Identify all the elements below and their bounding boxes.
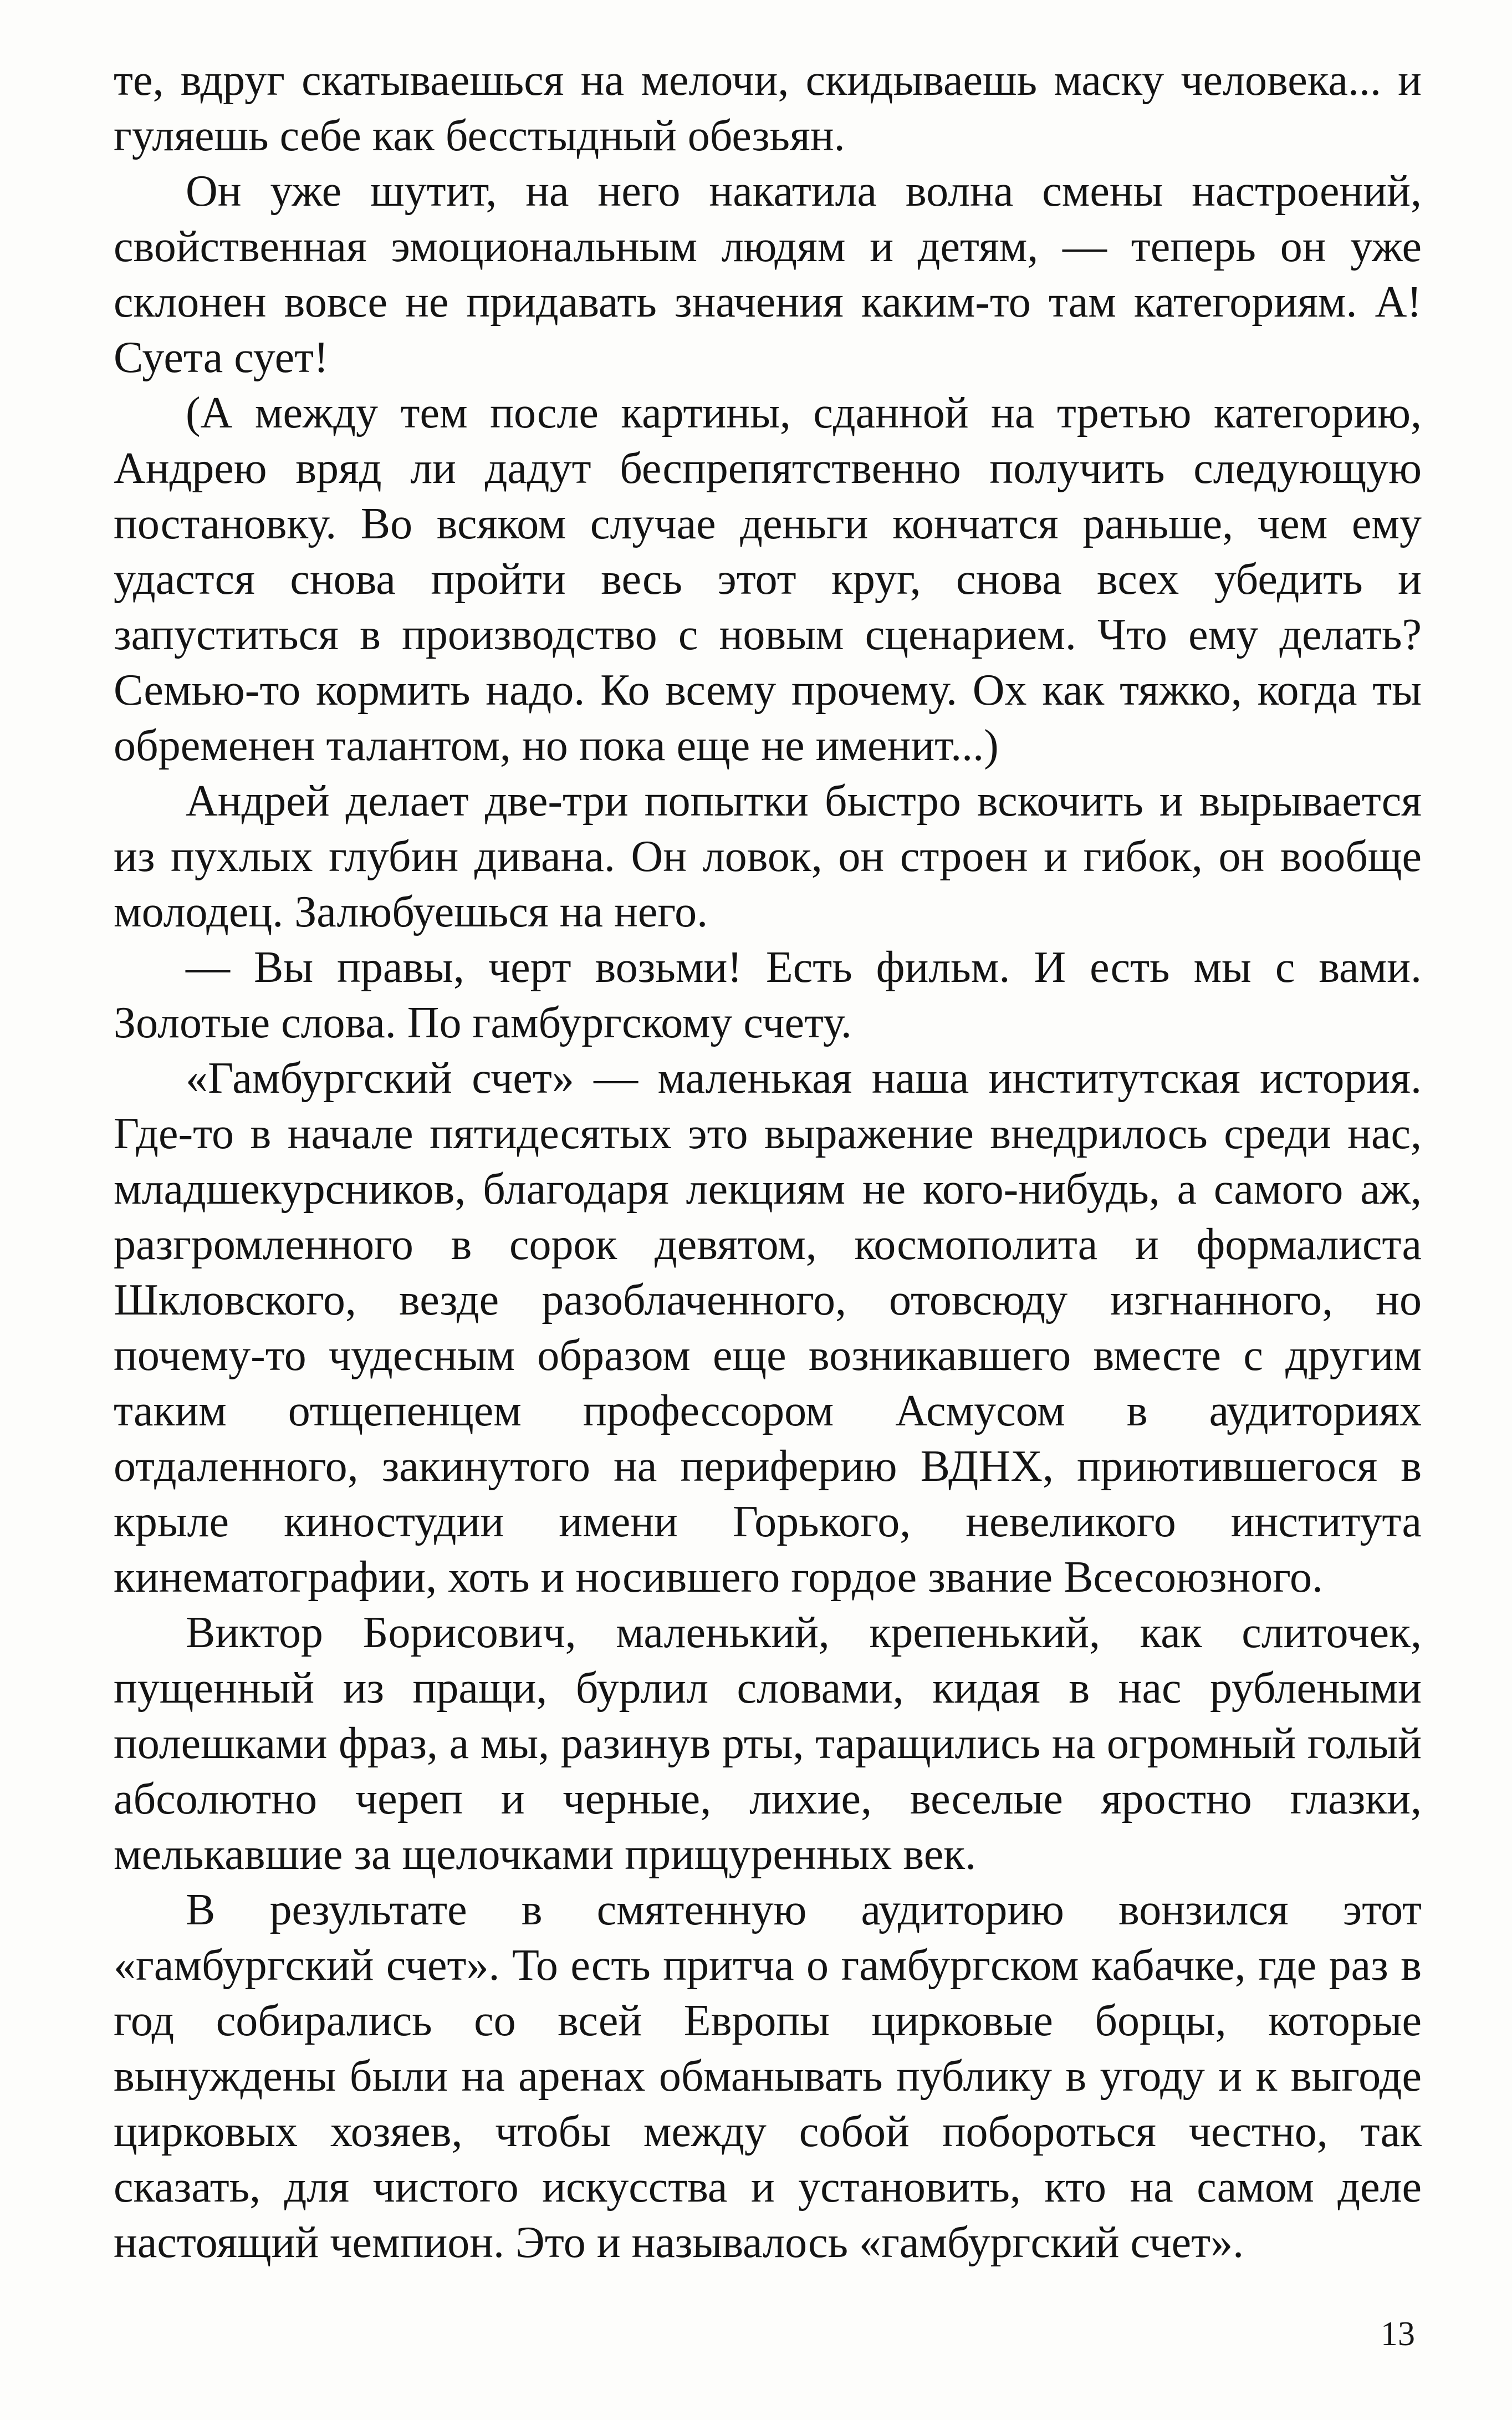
paragraph: В результате в смятенную аудиторию вонзился этот «гамбургский счет». То есть притча о гамбургском кабачке, где раз в год собирались со всей Европы цирковые борцы, которые вынуждены были на аренах обманывать публику в угоду и к выгоде цирковых хозяев, чтобы между собой побороться честно, так сказать, для чистого искусства и установить, кто на самом деле настоящий чемпион. Это и называлось «гамбургский счет». <box>114 1886 1422 2267</box>
page-number: 13 <box>1381 2315 1415 2353</box>
paragraph: Он уже шутит, на него накатила волна смены настроений, свойственная эмоциональным людям и детям, — теперь он уже склонен вовсе не придавать значения каким-то там категориям. А! Суета сует! <box>114 167 1422 382</box>
paragraph: те, вдруг скатываешься на мелочи, скидываешь маску человека... и гуляешь себе как бесстыдный обезьян. <box>114 56 1422 160</box>
paragraph: Виктор Борисович, маленький, крепенький, как слиточек, пущенный из пращи, бурлил словами, кидая в нас рублеными полешками фраз, а мы, разинув рты, таращились на огромный голый абсолютно череп и черные, лихие, веселые яростно глазки, мелькавшие за щелочками прищуренных век. <box>114 1608 1422 1879</box>
paragraph: — Вы правы, черт возьми! Есть фильм. И есть мы с вами. Золотые слова. По гамбургскому счету. <box>114 943 1422 1047</box>
paragraph: (А между тем после картины, сданной на третью категорию, Андрею вряд ли дадут беспрепятственно получить следующую постановку. Во всяком случае деньги кончатся раньше, чем ему удастся снова пройти весь этот круг, снова всех убедить и запуститься в производство с новым сценарием. Что ему делать? Семью-то кормить надо. Ко всему прочему. Ох как тяжко, когда ты обременен талантом, но пока еще не именит...) <box>114 389 1422 770</box>
paragraph: «Гамбургский счет» — маленькая наша институтская история. Где-то в начале пятидесятых это выражение внедрилось среди нас, младшекурсников, благодаря лекциям не кого-нибудь, а самого аж, разгромленного в сорок девятом, космополита и формалиста Шкловского, везде разоблаченного, отовсюду изгнанного, но почему-то чудесным образом еще возникавшего вместе с другим таким отщепенцем профессором Асмусом в аудиториях отдаленного, закинутого на периферию ВДНХ, приютившегося в крыле киностудии имени Горького, невеликого института кинематографии, хоть и носившего гордое звание Всесоюзного. <box>114 1054 1422 1602</box>
paragraph: Андрей делает две-три попытки быстро вскочить и вырывается из пухлых глубин дивана. Он ловок, он строен и гибок, он вообще молодец. Залюбуешься на него. <box>114 777 1422 936</box>
body-text <box>114 53 1422 2270</box>
